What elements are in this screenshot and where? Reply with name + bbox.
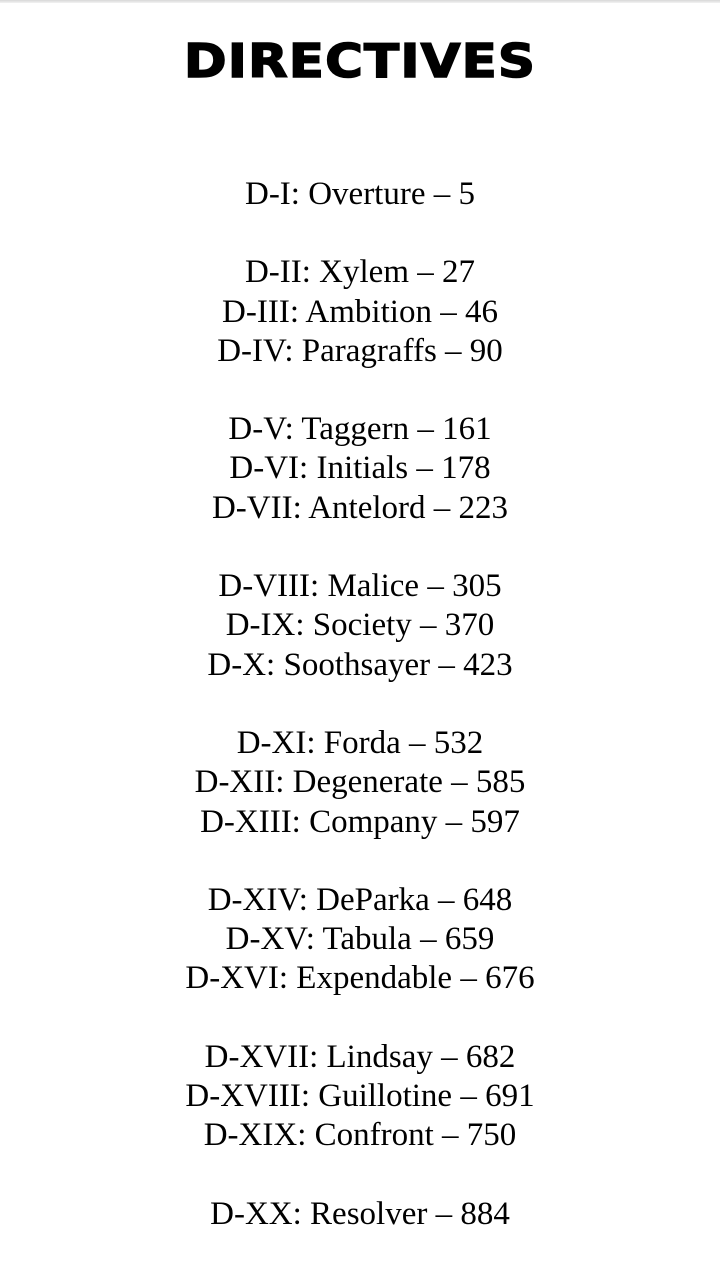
toc-group	[0, 724, 720, 842]
toc-entry: D-VI: Initials – 178	[229, 450, 491, 487]
toc-entry: D-XX: Resolver – 884	[210, 1195, 510, 1232]
toc-group	[0, 253, 720, 371]
toc-entry: D-IV: Paragraffs – 90	[217, 332, 503, 369]
toc-entry: D-X: Soothsayer – 423	[207, 646, 513, 683]
toc-group	[0, 567, 720, 685]
toc-entry: D-XVI: Expendable – 676	[185, 960, 535, 997]
toc-group	[0, 1195, 720, 1234]
toc-entry: D-XIX: Confront – 750	[203, 1117, 517, 1154]
toc-entry: D-XIII: Company – 597	[200, 803, 520, 840]
toc-entry: D-XVIII: Guillotine – 691	[185, 1078, 535, 1115]
toc-entry: D-XII: Degenerate – 585	[194, 764, 526, 801]
toc-entry: D-XIV: DeParka – 648	[207, 881, 513, 918]
toc-entry: D-VII: Antelord – 223	[211, 489, 509, 526]
toc-entry: D-IX: Society – 370	[225, 607, 495, 644]
toc-entry: D-XI: Forda – 532	[236, 724, 484, 761]
toc-group	[0, 881, 720, 999]
toc-entry: D-I: Overture – 5	[244, 176, 475, 212]
toc-entry: D-XV: Tabula – 659	[225, 921, 495, 958]
page-top-edge	[0, 0, 720, 3]
toc-entry: D-VIII: Malice – 305	[218, 568, 502, 605]
toc-entry: D-III: Ambition – 46	[222, 293, 498, 330]
toc-group	[0, 175, 720, 214]
toc-group	[0, 410, 720, 528]
toc-entry: D-II: Xylem – 27	[244, 254, 476, 291]
table-of-contents	[0, 175, 720, 1273]
toc-entry: D-V: Taggern – 161	[228, 411, 492, 448]
toc-group	[0, 1038, 720, 1156]
toc-entry: D-XVII: Lindsay – 682	[204, 1038, 516, 1075]
page-title: DIRECTIVES	[183, 34, 537, 88]
